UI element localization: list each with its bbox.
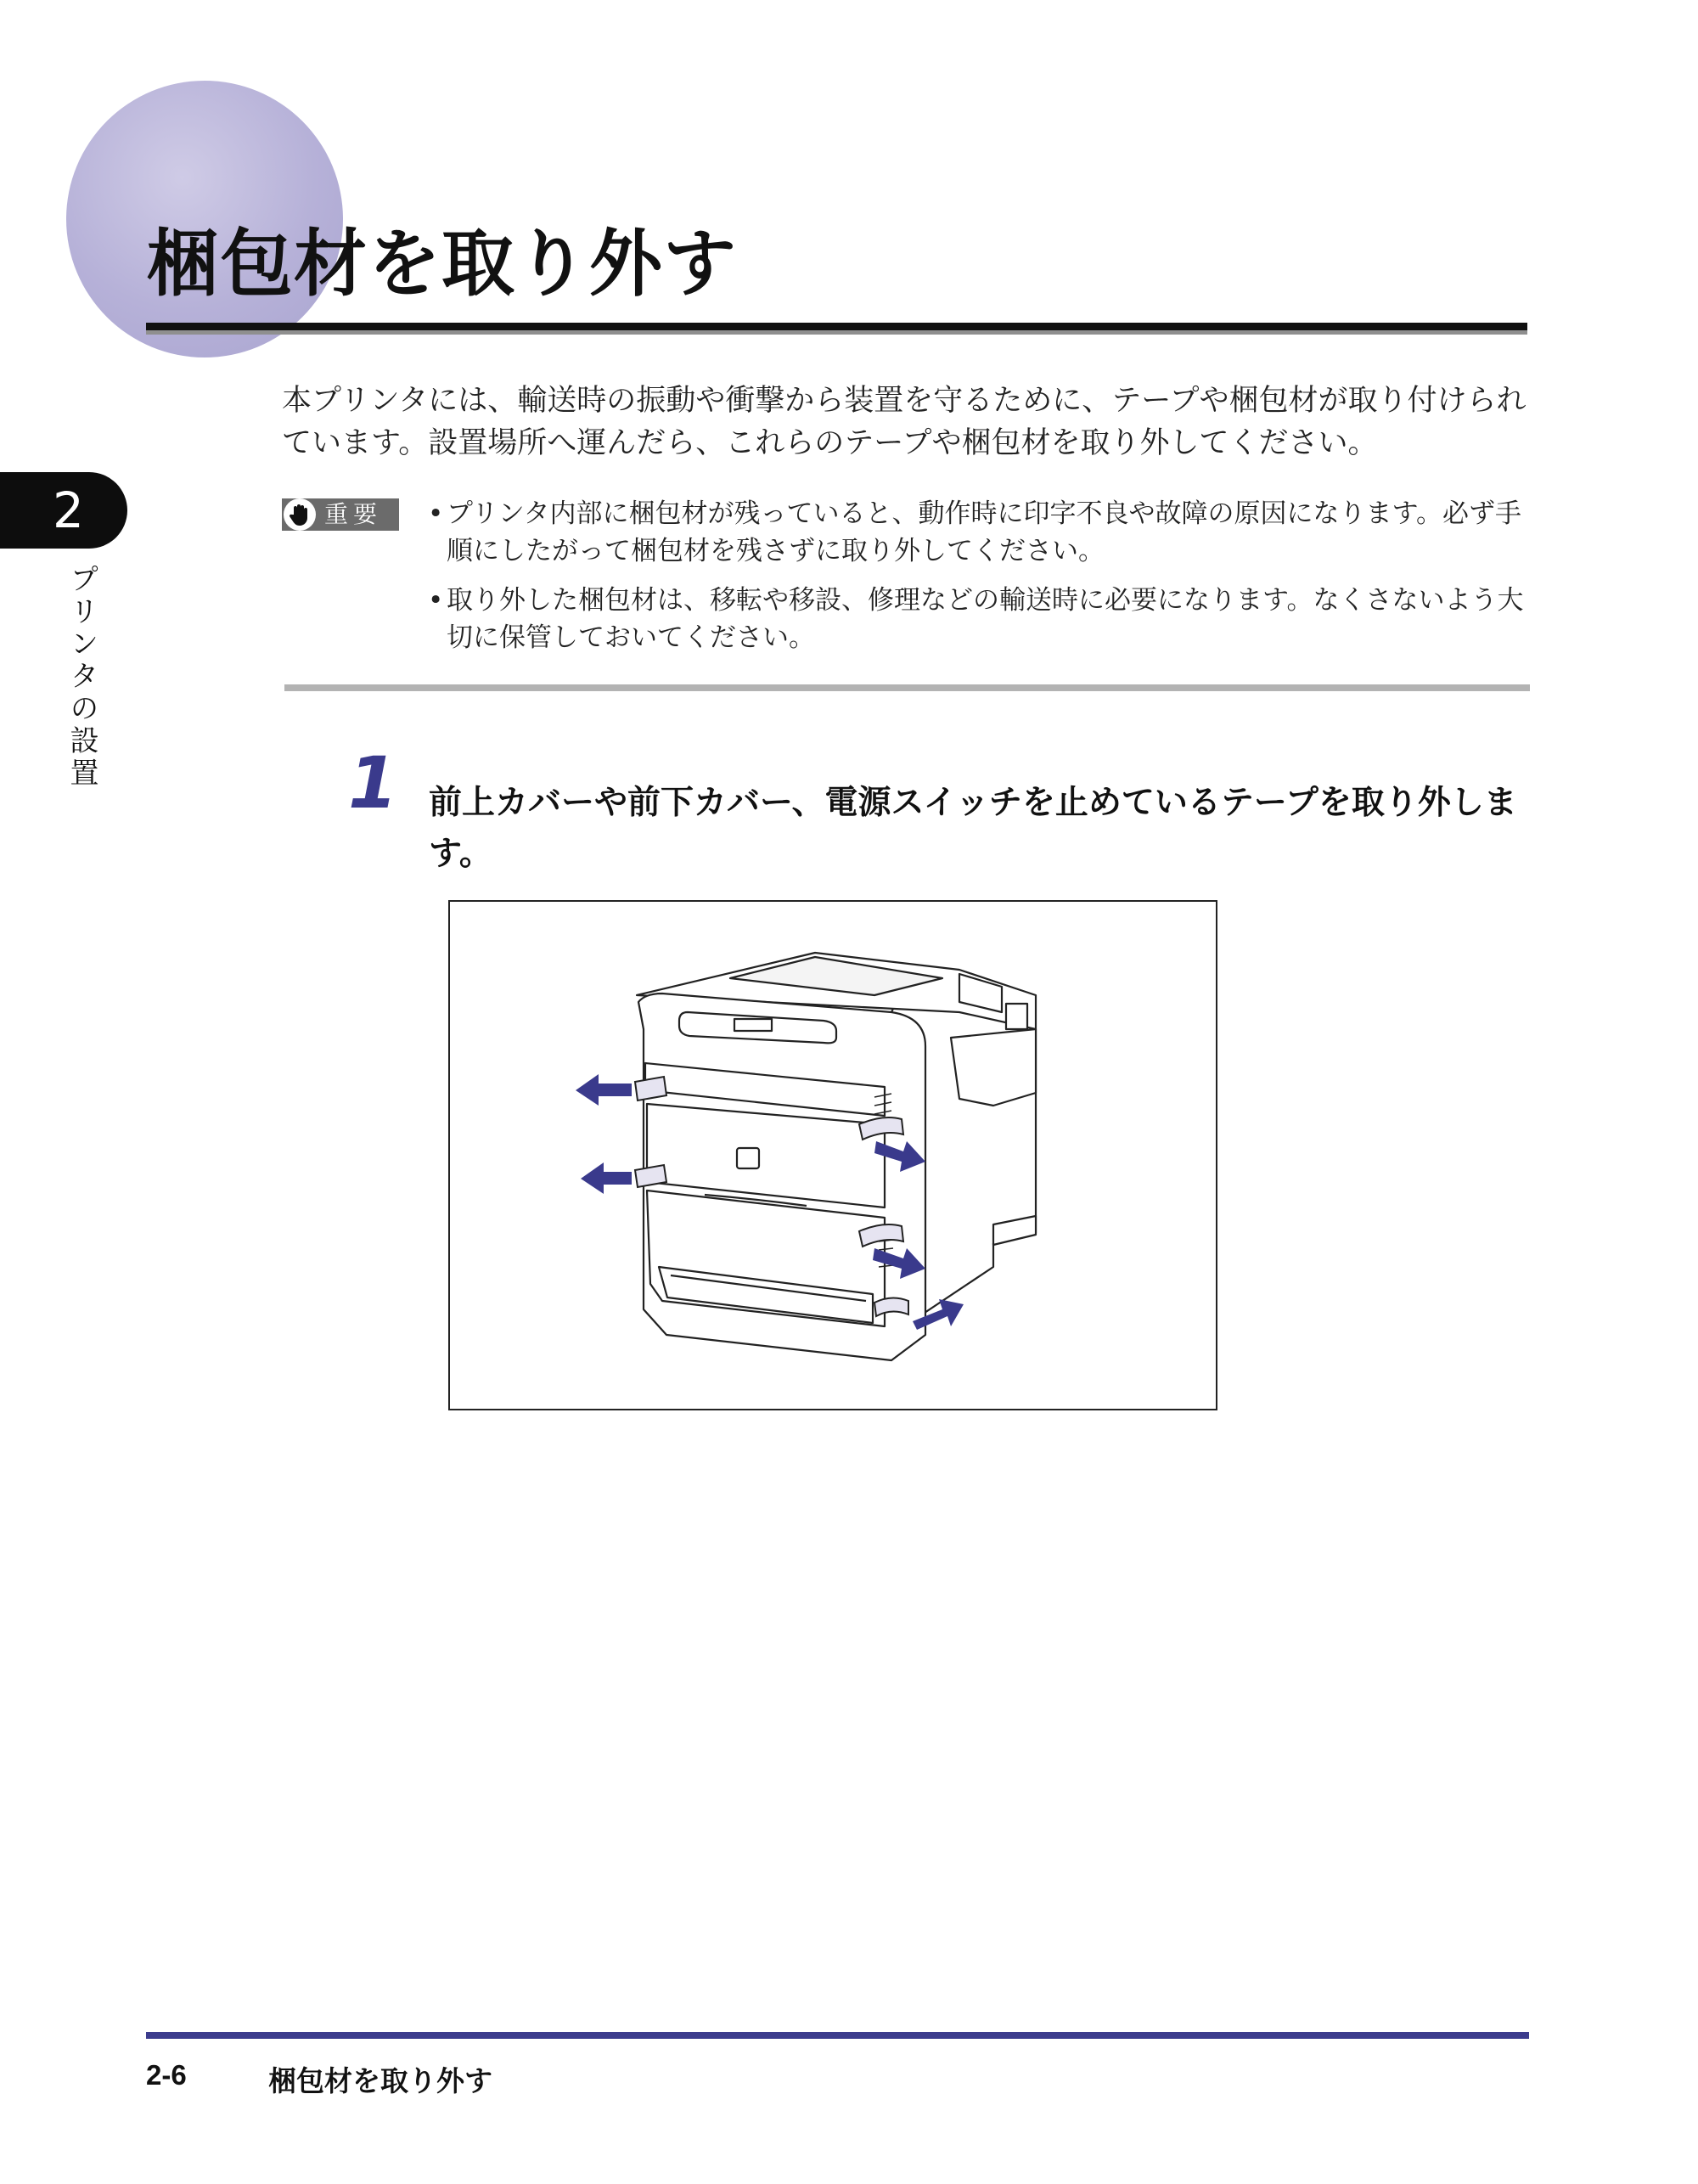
- printer-tape-removal-illustration: [448, 900, 1217, 1410]
- notice-item: • 取り外した梱包材は、移転や移設、修理などの輸送時に必要になります。なくさないよう大切に保管しておいてください。: [428, 582, 1530, 656]
- intro-paragraph: 本プリンタには、輸送時の振動や衝撃から装置を守るために、テープや梱包材が取り付けられています。設置場所へ運んだら、これらのテープや梱包材を取り外してください。: [282, 384, 1527, 460]
- footer-page-number: 2-6: [146, 2059, 187, 2091]
- notice-item: • プリンタ内部に梱包材が残っていると、動作時に印字不良や故障の原因になります。必ず手順にしたがって梱包材を残さずに取り外してください。: [428, 495, 1530, 570]
- decorative-circle: [66, 81, 343, 357]
- step-number: 1: [348, 741, 398, 825]
- step-instruction: 前上カバーや前下カバー、電源スイッチを止めているテープを取り外します。: [429, 784, 1517, 873]
- section-divider: [284, 684, 1530, 691]
- important-badge-label: 重要: [324, 500, 383, 528]
- page-title: 梱包材を取り外す: [146, 222, 737, 307]
- chapter-tab: [0, 472, 127, 549]
- chapter-side-label: プリンタの設置: [65, 564, 98, 790]
- important-badge: [282, 498, 399, 531]
- footer-rule: [146, 2032, 1529, 2039]
- printer-illustration-svg: [450, 902, 1216, 1409]
- hand-stop-icon: [284, 498, 316, 531]
- notice-list: [428, 495, 1530, 668]
- title-underline: [146, 323, 1527, 335]
- footer-section-title: 梱包材を取り外す: [268, 2064, 492, 2097]
- chapter-number: 2: [53, 481, 84, 539]
